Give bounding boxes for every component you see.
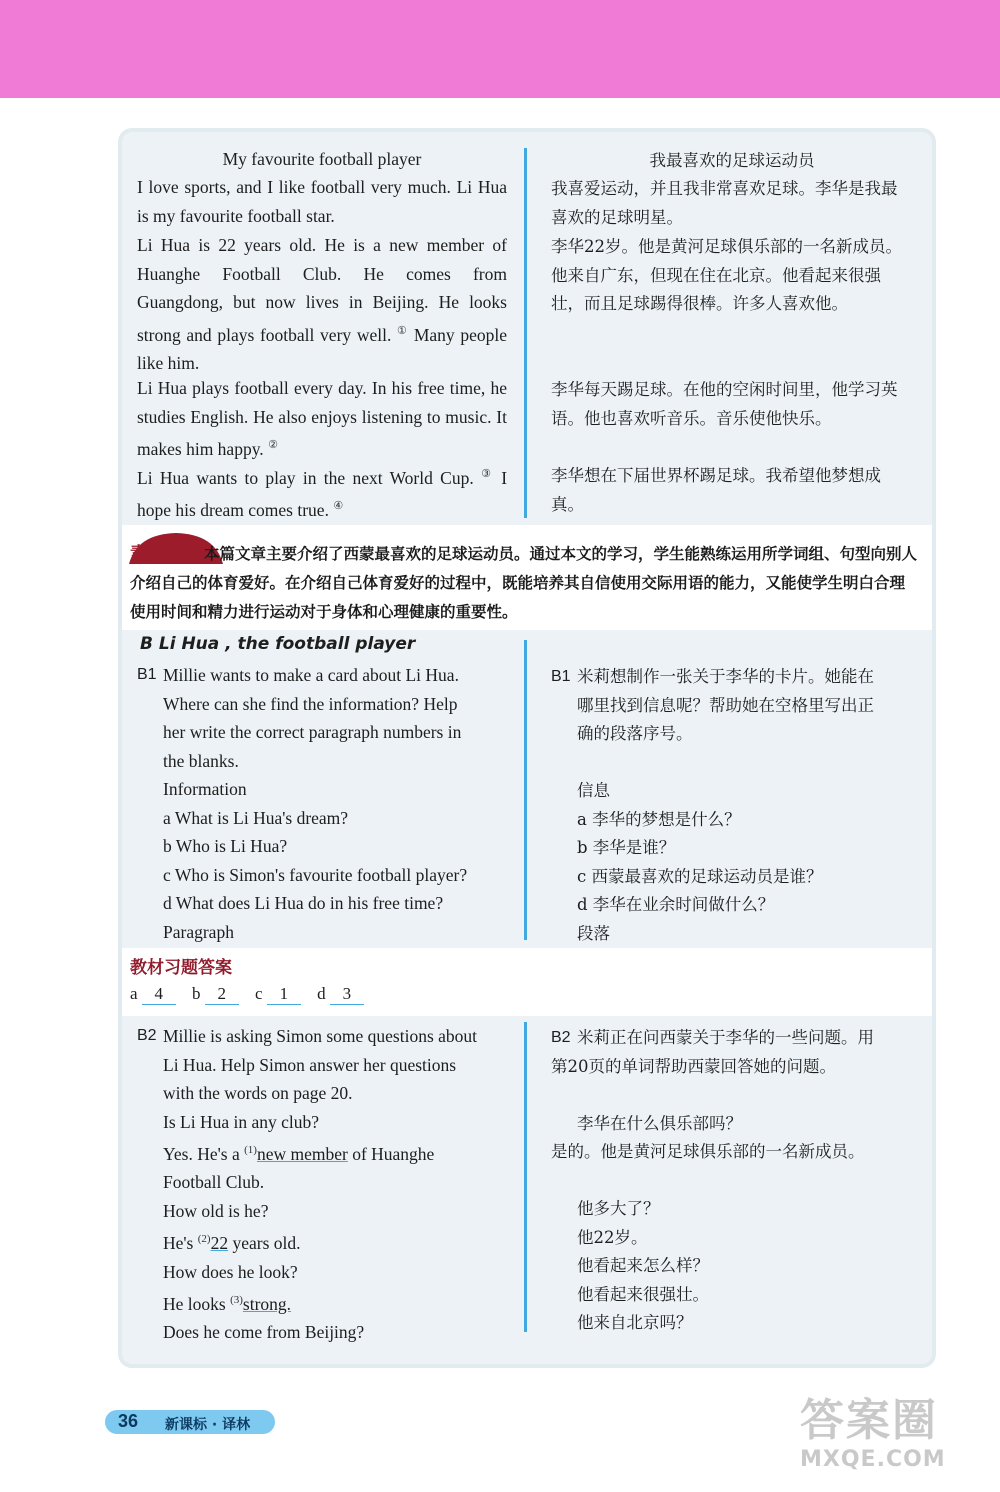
- b2-intro-line: Millie is asking Simon some questions about: [163, 1026, 478, 1046]
- passage-p4-zh: 李华想在下届世界杯踢足球。我希望他梦想成真。: [551, 466, 881, 514]
- paragraph-mark-1: ①: [397, 324, 409, 337]
- b2-answer-3-fill: strong.: [242, 1293, 292, 1314]
- answer-letter: b: [192, 984, 201, 1003]
- b1-en-line: a What is Li Hua's dream?: [163, 807, 349, 828]
- suyang-paragraph: [130, 540, 920, 627]
- b1-zh-line: d 李华在业余时间做什么？: [577, 895, 775, 914]
- answers-title: 教材习题答案: [130, 958, 232, 978]
- passage-p2-tail: Many people like him.: [137, 324, 507, 373]
- b2-answer-2-fill: 22: [210, 1233, 229, 1254]
- answer-value: 4: [142, 984, 176, 1005]
- b2-answer-3: [163, 1286, 517, 1318]
- watermark: [800, 1396, 990, 1486]
- watermark-url: MXQE.COM: [800, 1447, 946, 1472]
- b1-en-line: the blanks.: [163, 750, 239, 771]
- blank-mark-2: (2): [197, 1233, 211, 1246]
- b1-number-zh: B1: [551, 668, 571, 685]
- b2-answer-1-fill: new member: [256, 1143, 348, 1164]
- answer-letter: a: [130, 984, 138, 1003]
- paragraph-mark-2: ②: [268, 439, 278, 451]
- b1-en-line: Where can she find the information? Help: [163, 693, 458, 714]
- b2-zh-line: 李华在什么俱乐部吗？: [577, 1113, 742, 1133]
- b2-answer-1-post: of Huanghe: [352, 1143, 435, 1164]
- passage-p3-en: [137, 374, 507, 463]
- book-name: 新课标 · 译林: [165, 1417, 251, 1433]
- b2-zh-line: 米莉正在问西蒙关于李华的一些问题。用: [577, 1028, 874, 1047]
- b2-answer-2: [163, 1225, 517, 1257]
- b2-question-1: Is Li Hua in any club?: [163, 1111, 319, 1132]
- answers-line: [130, 984, 376, 1005]
- b1-zh-line: 米莉想制作一张关于李华的卡片。她能在: [577, 667, 874, 686]
- b2-answer-1-pre: Yes. He's a: [163, 1143, 240, 1164]
- b1-en-line: Millie wants to make a card about Li Hua.: [163, 665, 459, 685]
- section-b-title: B Li Hua , the football player: [140, 634, 416, 654]
- passage-p1-zh: 我喜爱运动，并且我非常喜欢足球。李华是我最喜欢的足球明星。: [551, 179, 898, 227]
- b2-zh-line: 他看起来怎么样？: [577, 1256, 709, 1275]
- b2-zh-line: [577, 1167, 921, 1196]
- b1-zh-lines: [551, 663, 921, 948]
- b2-answer-2-pre: He's: [163, 1233, 194, 1254]
- paragraph-mark-3: ③: [481, 468, 494, 480]
- b2-zh-line: 他多大了？: [577, 1199, 660, 1218]
- b1-zh-line: 段落: [577, 923, 610, 943]
- b2-number: B2: [137, 1027, 157, 1044]
- b1-zh-line: 信息: [577, 781, 610, 800]
- b2-en-lines: [137, 1022, 517, 1347]
- b1-zh-line: 确的段落序号。: [577, 724, 693, 743]
- b2-answer-1: [163, 1136, 517, 1168]
- passage-p1-en: I love sports, and I like football very much. Li Hua is my favourite football star.: [137, 177, 507, 226]
- b1-en: [137, 661, 517, 946]
- b2-en: [137, 1022, 517, 1347]
- b1-zh-line: [577, 749, 921, 778]
- divider-b1: [524, 640, 527, 940]
- paragraph-mark-4: ④: [333, 500, 344, 513]
- b1-en-line: her write the correct paragraph numbers in: [163, 722, 462, 742]
- b1-en-line: d What does Li Hua do in his free time?: [163, 893, 444, 913]
- b2-zh-line: 是的。他是黄河足球俱乐部的一名新成员。: [551, 1142, 865, 1161]
- b1-en-line: Paragraph: [163, 921, 234, 942]
- b1-zh: [551, 663, 921, 948]
- b1-zh-line: b 李华是谁？: [577, 838, 676, 857]
- b2-answer-1-line2: Football Club.: [163, 1172, 265, 1193]
- b2-zh-line: 他看起来很强壮。: [577, 1284, 709, 1304]
- b2-zh-line: 第20页的单词帮助西蒙回答她的问题。: [551, 1056, 836, 1076]
- page-number: 36: [118, 1411, 139, 1431]
- passage-p2-zh: 李华22岁。他是黄河足球俱乐部的一名新成员。他来自广东，但现在住在北京。他看起来很强壮，而且足球踢得很棒。许多人喜欢他。: [551, 237, 902, 313]
- b1-zh-line: 哪里找到信息呢？帮助她在空格里写出正: [577, 695, 874, 715]
- answer-value: 3: [330, 984, 364, 1005]
- divider-passage: [524, 148, 527, 518]
- suyang-text: 本篇文章主要介绍了西蒙最喜欢的足球运动员。通过本文的学习，学生能熟练运用所学词组、句型向别人介绍自己的体育爱好。在介绍自己体育爱好的过程中，既能培养其自信使用交际用语的能力，又能使学生明白合理使用时间和精力进行运动对于身体和心理健康的重要性。: [130, 545, 918, 621]
- b1-en-line: Information: [163, 779, 247, 799]
- passage-p4a-text: Li Hua wants to play in the next World Cup.: [137, 467, 474, 488]
- b2-zh-line: [577, 1081, 921, 1110]
- passage-p4-en: [137, 460, 507, 525]
- b1-en-line: b Who is Li Hua?: [163, 836, 288, 856]
- b2-intro-line: with the words on page 20.: [163, 1083, 353, 1103]
- b1-number: B1: [137, 666, 157, 683]
- b2-intro-line: Li Hua. Help Simon answer her questions: [163, 1054, 457, 1075]
- passage-p4b-text: I hope his dream comes true.: [137, 467, 508, 521]
- passage-p2-en: [137, 231, 507, 377]
- b2-zh-line: 他来自北京吗？: [577, 1313, 693, 1332]
- b2-answer-2-post: years old.: [232, 1233, 301, 1254]
- b2-zh-line: 他22岁。: [577, 1227, 648, 1247]
- b2-number-zh: B2: [551, 1029, 571, 1046]
- b2-answer-3-pre: He looks: [163, 1293, 226, 1314]
- b2-zh-lines: [551, 1024, 921, 1338]
- answers-band: [122, 948, 932, 1016]
- b1-zh-line: c 西蒙最喜欢的足球运动员是谁？: [577, 866, 823, 886]
- suyang-label: 素养呈现: [130, 544, 198, 564]
- passage-title-en: My favourite football player: [222, 149, 422, 169]
- watermark-logo: 答案圈: [800, 1395, 938, 1446]
- blank-mark-1: (1): [244, 1144, 257, 1156]
- b1-zh-line: a 李华的梦想是什么？: [577, 809, 741, 829]
- answer-value: 2: [205, 984, 239, 1005]
- passage-p3-text: Li Hua plays football every day. In his free time, he studies English. He also enjoys listening to music. It makes him happy.: [137, 378, 507, 459]
- b2-question-3: How does he look?: [163, 1261, 298, 1282]
- passage-p2-text: Li Hua is 22 years old. He is a new member of Huanghe Football Club. He comes from Guangdong, but now lives in Beijing. He looks strong and plays football very well.: [137, 235, 507, 345]
- b2-question-2: How old is he?: [163, 1200, 269, 1221]
- header-band: [0, 0, 1000, 98]
- passage-p3-zh: 李华每天踢足球。在他的空闲时间里，他学习英语。他也喜欢听音乐。音乐使他快乐。: [551, 380, 898, 428]
- b1-en-line: c Who is Simon's favourite football player?: [163, 864, 468, 885]
- answer-letter: c: [255, 984, 263, 1003]
- b1-en-lines: [137, 661, 517, 946]
- passage-title-zh: 我最喜欢的足球运动员: [649, 151, 815, 170]
- divider-b2: [524, 1022, 527, 1332]
- blank-mark-3: (3): [230, 1294, 243, 1307]
- answer-value: 1: [267, 984, 301, 1005]
- answer-letter: d: [317, 984, 326, 1003]
- b2-zh: [551, 1024, 921, 1338]
- b2-question-4: Does he come from Beijing?: [163, 1322, 365, 1343]
